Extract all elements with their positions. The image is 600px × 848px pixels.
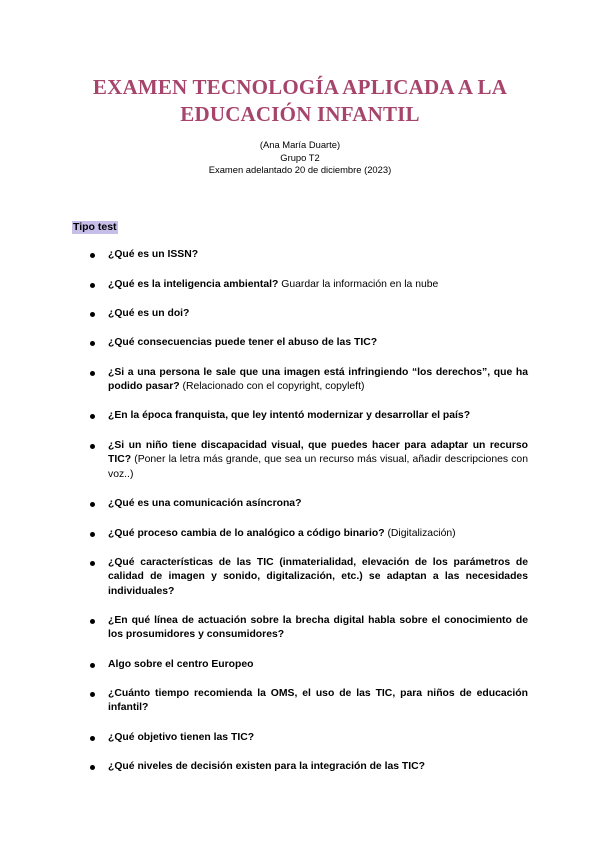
list-item [108,439,528,482]
bullet-icon [90,619,95,624]
list-item [108,614,528,643]
list-item [108,366,528,395]
answer-text: Guardar la información en la nube [278,279,439,290]
list-item [108,248,528,262]
list-item [108,409,528,423]
question-text: ¿Si un niño tiene discapacidad visual, que puedes hacer para adaptar un recurso TIC? [108,440,528,466]
bullet-icon [90,341,95,346]
list-item [108,278,528,292]
question-text: ¿Cuánto tiempo recomienda la OMS, el uso de las TIC, para niños de educación infantil? [108,688,528,714]
bullet-icon [90,371,95,376]
question-text: ¿Qué es la inteligencia ambiental? [108,279,279,290]
bullet-icon [90,765,95,770]
list-item [108,307,528,321]
list-item [108,556,528,599]
question-text: ¿Qué características de las TIC (inmaterialidad, elevación de los parámetros de calidad de imagen y sonido, digitalización, etc.) se adaptan a las necesidades individuales? [108,557,528,597]
title-line-1: EXAMEN TECNOLOGÍA APLICADA A LA [92,75,508,99]
list-item [108,658,528,672]
answer-text: (Digitalización) [384,528,456,539]
answer-text: (Relacionado con el copyright, copyleft) [179,381,365,393]
author-line: (Ana María Duarte) [259,139,341,150]
bullet-icon [90,692,95,697]
list-item [108,527,528,541]
list-item [108,731,528,745]
group-line: Grupo T2 [280,151,320,163]
list-item [108,497,528,511]
bullet-icon [90,414,95,419]
exam-date-line: Examen adelantado 20 de diciembre (2023) [208,164,392,175]
question-text: ¿Qué es un ISSN? [108,249,199,260]
bullet-icon [90,736,95,741]
bullet-icon [90,253,95,258]
question-text: ¿En la época franquista, que ley intentó modernizar y desarrollar el país? [108,410,471,421]
list-item [108,687,528,716]
section-label: Tipo test [73,221,117,233]
title-line-2: EDUCACIÓN INFANTIL [180,102,420,126]
bullet-icon [90,312,95,317]
question-text: ¿Qué objetivo tienen las TIC? [108,732,255,743]
question-text: ¿Si a una persona le sale que una imagen está infringiendo “los derechos”, que ha podido pasar? [108,367,528,393]
question-text: ¿Qué es una comunicación asíncrona? [108,498,302,509]
question-text: ¿Qué proceso cambia de lo analógico a código binario? [108,528,385,539]
bullet-icon [90,283,95,288]
bullet-icon [90,502,95,507]
question-text: ¿En qué línea de actuación sobre la brecha digital habla sobre el conocimiento de los prosumidores y consumidores? [108,615,528,641]
bullet-icon [90,532,95,537]
bullet-icon [90,561,95,566]
question-text: ¿Qué niveles de decisión existen para la integración de las TIC? [108,761,426,772]
answer-text: (Poner la letra más grande, que sea un recurso más visual, añadir descripciones con voz..) [108,454,528,480]
bullet-icon [90,444,95,449]
question-text: Algo sobre el centro Europeo [108,659,254,670]
list-item [108,760,528,774]
question-text: ¿Qué consecuencias puede tener el abuso de las TIC? [108,337,378,348]
bullet-icon [90,663,95,668]
list-item [108,336,528,350]
question-text: ¿Qué es un doi? [108,308,190,319]
